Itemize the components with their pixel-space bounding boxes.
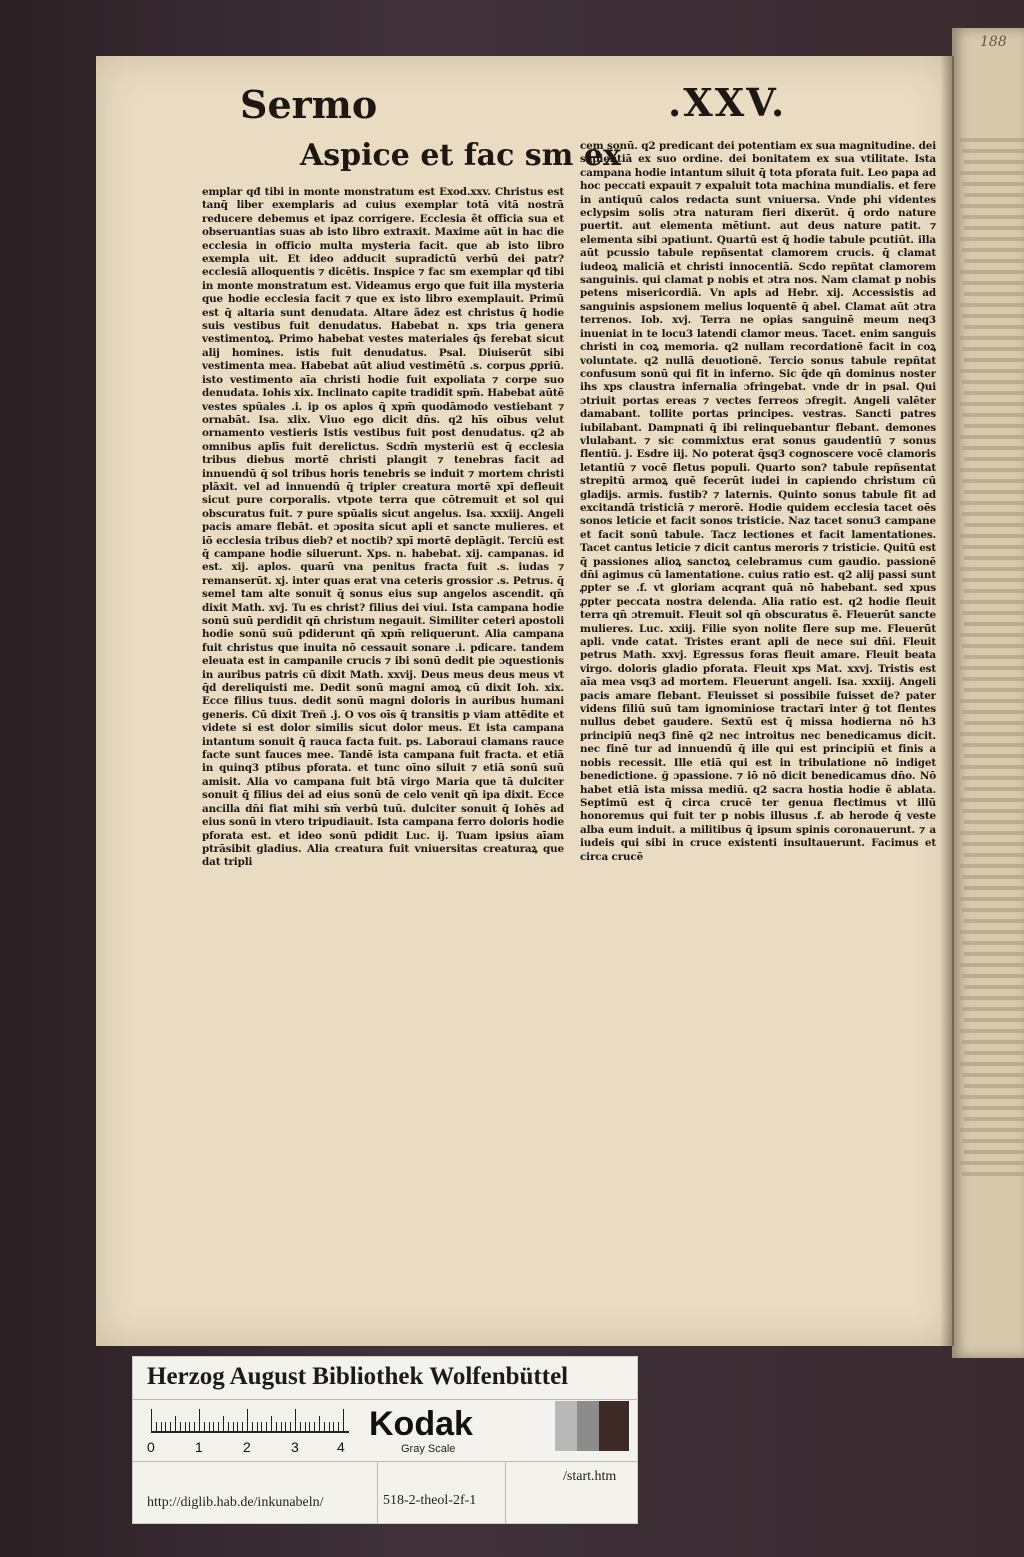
ruler-tick (281, 1422, 282, 1431)
facing-page-text-line (960, 633, 1024, 637)
facing-page-text-line (962, 512, 1024, 516)
ruler-tick (237, 1422, 238, 1431)
gray-swatch-mid (577, 1401, 599, 1451)
facing-page-text-line (964, 721, 1024, 725)
facing-page-text-line (964, 1150, 1024, 1154)
ruler-tick (252, 1422, 253, 1431)
ruler-tick (271, 1416, 272, 1431)
facing-page-text-line (960, 1029, 1024, 1033)
facing-page-text-line (964, 622, 1024, 626)
ruler-tick (156, 1422, 157, 1431)
facing-page-text-line (960, 831, 1024, 835)
facing-page-text-line (964, 1084, 1024, 1088)
facing-page-text-line (962, 875, 1024, 879)
facing-page-text-line (960, 930, 1024, 934)
measurement-ruler (151, 1407, 349, 1433)
facing-page-text-line (964, 787, 1024, 791)
ruler-tick (151, 1409, 152, 1431)
ruler-tick (180, 1422, 181, 1431)
ruler-tick (261, 1422, 262, 1431)
ruler-tick (165, 1422, 166, 1431)
facing-page-text-line (964, 952, 1024, 956)
facing-page-text-line (960, 897, 1024, 901)
facing-page-text-line (964, 853, 1024, 857)
facing-page-text-line (962, 1106, 1024, 1110)
facing-page-text-line (962, 248, 1024, 252)
facing-page-text-line (962, 941, 1024, 945)
ruler-tick (257, 1422, 258, 1431)
ruler-tick (204, 1422, 205, 1431)
ruler-tick (223, 1416, 224, 1431)
facing-page-text-line (960, 138, 1024, 142)
facing-page-text-line (964, 1117, 1024, 1121)
facing-page-text-line (962, 1172, 1024, 1176)
ruler-number: 4 (337, 1439, 345, 1455)
facing-page-text-line (962, 380, 1024, 384)
digital-library-url: http://diglib.hab.de/inkunabeln/ (147, 1495, 324, 1510)
facing-page-text-line (964, 919, 1024, 923)
facing-page-text-line (960, 963, 1024, 967)
facing-page-text-line (962, 545, 1024, 549)
card-divider (505, 1461, 506, 1523)
facing-page-text-line (962, 314, 1024, 318)
running-head-left: Sermo (240, 82, 378, 127)
ruler-tick (233, 1422, 234, 1431)
facing-page-text-line (962, 908, 1024, 912)
text-column-right: cem sonū. q2 predicant dei potentiam ex sua magnitudine. dei sapientiā ex suo ordine. dei bonitatem ex sua vtilitate. Ista campana hodie intantum siluit q̄ tota pforata fuit. Leo papa ad hoc peccati expauit ⁊ expaluit tota machina mundialis. et fere in antiquū calos redacta sunt vniuersa. Vnde phi videntes eclypsim solis ɔtra naturam fieri dixerūt. q̄ ordo nature puertit. aut elementa mētiunt. aut deus nature patit. ⁊ elementa sibi ɔpatiunt. Quartū est q̄ hodie tabule pcutiūt. illa aūt pcussio tabule repñsentat clamorem crucis. q̄ clamat iudeoꝝ maliciā et christi innocentiā. Scdo repñtat clamorem sanguinis. qui clamat p nobis et ɔtra nos. Nam clamat p nobis petens misericordiā. Vn apls ad Hebr. xij. Accessistis ad sanguinis aspsionem melius loquentē q̄ abel. Clamat aūt ɔtra terrenos. Iob. xvj. Terra ne opias sanguinē meum neq3 inueniat in te locu3 latendi clamor meus. Tacet. enim sanguis christi in coꝝ memoria. q2 nullam recordationē facit in coꝝ voluntate. q2 nullā deuotionē. Tercio sonus tabule repñtat confusum sonū qui fit in inferno. Sic q̄de qn̄ dominus noster ihs xps claustra infernalia ɔfringebat. vnde dr in psal. Qui ɔtriuit portas ereas ⁊ vectes ferreos ɔfregit. Angeli valēter damabant. tollite portas principes. vestras. Sancti patres iubilabant. Dampnati q̄ ibi relinquebantur flebant. demones vlulabant. ⁊ sic commixtus erat sonus gaudentiū ⁊ sonus flentiū. j. Esdre iij. No poterat q̄sq3 cognoscere vocē clamoris letantiū ⁊ vocē fletus populi. Quarto son? tabule repñsentat strepitū armoꝝ quē fecerūt iudei in capiendo christum cū gladijs. armis. fustib? ⁊ laternis. Quinto sonus tabule fit ad excitandā tristiciā ⁊ merorē. Hodie quidem ecclesia tacet oēs sonos leticie et facit sonos tristicie. Naz tacet sonu3 campane et facit sonū tabule. Tacz lectiones et facit lamentationes. Tacet cantus leticie ⁊ dicit cantus meroris ⁊ tristicie. Quitū est q̄ passiones alioꝝ sanctoꝝ celebramus cum gaudio. passionē dn̄i agimus cū lamentatione. cuius ratio est. q2 alij passi sunt ꝓpter se .f. vt gloriam acqrant quā nō habebant. sed xpus ꝓpter peccata nostra delenda. Alia ratio est. q2 hodie fleuit terra qn̄ ɔtremuit. Fleuit sol qn̄ obscuratus ẽ. Fleuerūt sancte mulieres. Luc. xxiij. Filie syon nolite flere sup me. Fleuerūt apli. vnde catat. Tristes erant apli de nece sui dn̄i. Fleuit petrus Math. xxvj. Egressus foras fleuit amare. Fleuit beata virgo. doloris gladio pforata. Fleuit xps Mat. xxvj. Tristis est aīa mea vsq3 ad mortem. Fleuerunt angeli. Isa. xxxiij. Angeli pacis amare flebant. Fleuisset si possibile fuisset de? pater videns filiū suū tam ignominiose tractarī inter ğ tot flentes nullus debet gaudere. Sextū est q̄ missa hodierna nō h3 principiū neq3 finē q2 nec introitus nec benedicamus dicit. nec finē tur ad innuendū q̄ ille qui est principiū et finis a nobis recessit. Ille etiā qui est in tribulatione nō indiget benedictione. ğ ɔpassione. ⁊ iō nō dicit benedicamus dn̄o. Nō habet etiā ista missa mediū. q2 sacra hostia hodie ẽ ablata. Septimū est q̄ circa crucē ter genua flectimus vt illū honoremus qui fuit ter p nobis illusus .f. ab herode q̄ veste alba eum induit. a militibus q̄ ipsum spinis coronauerunt. ⁊ a iudeis qui sibi in cruce existenti insultauerunt. Facimus et circa crucē (580, 140, 936, 863)
facing-page-text-line (960, 435, 1024, 439)
facing-page-text-line (964, 325, 1024, 329)
ruler-tick (194, 1422, 195, 1431)
facing-page-text-line (964, 1018, 1024, 1022)
facing-page-text-line (960, 732, 1024, 736)
ruler-number: 3 (291, 1439, 299, 1455)
facing-page-text-line (964, 655, 1024, 659)
folio-number: 188 (980, 34, 1007, 50)
facing-page-text-line (962, 446, 1024, 450)
facing-page-text-line (962, 578, 1024, 582)
gray-swatch-dark (599, 1401, 629, 1451)
color-calibration-card (132, 1356, 638, 1524)
ruler-tick (209, 1422, 210, 1431)
running-head-right: .XXV. (668, 80, 787, 125)
ruler-tick (309, 1422, 310, 1431)
facing-page-text-line (962, 809, 1024, 813)
library-name: Herzog August Bibliothek Wolfenbüttel (147, 1363, 569, 1390)
facing-page-text-line (964, 457, 1024, 461)
card-divider (133, 1399, 637, 1400)
facing-page-text-line (962, 479, 1024, 483)
ruler-tick (218, 1422, 219, 1431)
ruler-number: 0 (147, 1439, 155, 1455)
facing-page-text-line (962, 842, 1024, 846)
facing-page-text-line (960, 765, 1024, 769)
facing-page-text-line (964, 688, 1024, 692)
facing-page-text-line (962, 1040, 1024, 1044)
facing-page-text-line (960, 369, 1024, 373)
facing-page-text-line (960, 1128, 1024, 1132)
facing-page-text-line (960, 402, 1024, 406)
facing-page-text-line (964, 985, 1024, 989)
facing-page-text-line (964, 358, 1024, 362)
facing-page-text-line (960, 996, 1024, 1000)
ruler-tick (175, 1416, 176, 1431)
facing-page-text-line (962, 677, 1024, 681)
ruler-tick (170, 1422, 171, 1431)
facing-page-text-line (962, 149, 1024, 153)
text-column-left: emplar qđ tibi in monte monstratum est Exod.xxv. Christus est tanq̄ liber exemplaris ad cuius exemplar totā vitā nostrā reducere debemus et ipaz corrigere. Ecclesia ẽt officia sua et obseruantias suas ab isto libro extraxit. Maxime aūt in hac die ecclesia in officio multa mysteria facit. que ab isto libro exempla uit. Et ideo adducit supradictū verbū dei patr? ecclesiā alloquentis ⁊ dicētis. Inspice ⁊ fac sm exemplar qđ tibi in monte monstratum est. Videamus ergo que fuit illa mysteria que hodie ecclesia facit ⁊ que ex isto libro exemplauit. Primū est q̄ altaria sunt denudata. Altare ãdez est christus q̄ hodie suis vestibus fuit denudatus. Habebat n. xps tria genera vestimentoꝝ. Primo habebat vestes materiales q̄s ferebat sicut alij homines. istis fuit denudatus. Psal. Diuiserūt sibi vestimenta mea. Habebat aūt aliud vestimētū .s. corpus ꝓpriū. isto vestimento aīa christi hodie fuit expoliata ⁊ corpe suo denudata. Iohis xix. Inclinato capite tradidit spm̄. Habebat aūtē vestes spūales .i. ip os aplos q̄ xpm̄ quodāmodo vestiebant ⁊ ornabāt. Isa. xlix. Viuo ego dicit dn̄s. q2 hīs oībus velut ornamento vestieris Istis vestibus fuit post denudatus. q2 ab omnibus aplīs fuit derelictus. Scdm̄ mysteriū est q̄ ecclesia tribus diebus mortē christi plangit ⁊ tenebras facit ad innuendū q̄ sol tribus horis tenebris se induit ⁊ mortem christi plāxit. vel ad innuendū q̄ tripler creatura mortē xpī defleuit sicut pure corporalis. vtpote terra que cōtremuit et sol qui obscuratus fuit. ⁊ pure spūalis sicut angelus. Isa. xxxiij. Angeli pacis amare flebāt. et ɔposita sicut apli et sancte mulieres. et iō ecclesia tribus dieb? et noctib? xpī mortē deplāgit. Terciū est q̄ campane hodie siluerunt. Xps. n. habebat. xij. campanas. id est. xij. aplos. quarū vna penitus fracta fuit .s. iudas ⁊ remanserūt. xj. inter quas erat vna ceteris grossior .s. Petrus. q̄ semel tam alte sonuit q̄ sonus eius sup angelos ascendit. qn̄ dixit Math. xvj. Tu es christ? filius dei viui. Ista campana hodie sonū suū perdidit qn̄ christum negauit. Similiter ceteri apostoli hodie sonū suū pdiderunt qn̄ xpm̄ reliquerunt. Alia campana fuit christus que inuita nō cessauit sonare .i. pdicare. tandem eleuata est in campanile crucis ⁊ ibi sonū dedit pie ɔquestionis in auribus patris cū dixit Math. xxvij. Deus meus deus meus vt q̄d dereliquisti me. Dedit sonū magni amoꝝ cū dixit Ioh. xix. Ecce filius tuus. dedit sonū magni doloris in auribus humani generis. Cū dixit Treñ .j. O vos oīs q̄ transitis p viam attēdite et videte si est dolor similis sicut dolor meus. Et ista campana intantum sonuit q̄ rauca facta fuit. ps. Laboraui clamans rauce facte sunt fauces mee. Tandē ista campana fuit fracta. et etiā in quinq3 ptibus pforata. et tunc oīno siluit ⁊ etiā sonū suū amisit. Alia vo campana fuit btā virgo Maria que tā dulciter sonuit q̄ filius dei ad eius sonū de celo venit qn̄ ipa dixit. Ecce ancilla dn̄i fiat mihi sm̄ verbū tuū. dulciter sonuit q̄ Iohēs ad eius sonū in vtero tripudiauit. Ista campana ferro doloris hodie pforata est. et ideo sonū pdidit Luc. ij. Tuam ipsius aīam ptrāsibit gladius. Alia creatura fuit vniuersitas creaturaꝝ que dat tripli (202, 186, 564, 869)
facing-page-text-line (962, 347, 1024, 351)
ruler-tick (228, 1422, 229, 1431)
facing-page-text-line (964, 292, 1024, 296)
ruler-tick (329, 1422, 330, 1431)
ruler-tick (213, 1422, 214, 1431)
ruler-tick (185, 1422, 186, 1431)
page-gutter-shadow (940, 56, 954, 1346)
facing-page-text-line (960, 798, 1024, 802)
facing-page-text-line (960, 204, 1024, 208)
facing-page-text-line (962, 281, 1024, 285)
facing-page-text-line (960, 303, 1024, 307)
facing-page-text-line (962, 413, 1024, 417)
facing-page-text-line (962, 215, 1024, 219)
facing-page-text-line (960, 237, 1024, 241)
facing-page-text-line (960, 1095, 1024, 1099)
ruler-tick (295, 1409, 296, 1431)
facing-page-text-line (964, 193, 1024, 197)
facing-page-text-line (962, 1007, 1024, 1011)
facing-page-edge (952, 28, 1024, 1358)
gray-swatch-white (535, 1401, 555, 1451)
facing-page-text-line (962, 776, 1024, 780)
facing-page-text-line (962, 1139, 1024, 1143)
facing-page-text-line (964, 1051, 1024, 1055)
facing-page-text-line (960, 567, 1024, 571)
facing-page-text-line (962, 743, 1024, 747)
kodak-logo: Kodak (369, 1405, 473, 1443)
shelfmark: 518-2-theol-2f-1 (383, 1493, 477, 1508)
ruler-number: 1 (195, 1439, 203, 1455)
facing-page-text-line (962, 644, 1024, 648)
facing-page-text-line (964, 391, 1024, 395)
ruler-tick (161, 1422, 162, 1431)
incipit-heading: Aspice et fac sm ex (300, 138, 621, 173)
facing-page-text-line (960, 468, 1024, 472)
start-page-path: /start.htm (563, 1469, 617, 1484)
facing-page-text-line (964, 754, 1024, 758)
card-divider (377, 1461, 378, 1523)
gray-scale-label: Gray Scale (401, 1443, 456, 1455)
ruler-tick (242, 1422, 243, 1431)
ruler-tick (305, 1422, 306, 1431)
facing-page-text-line (960, 501, 1024, 505)
facing-page-text-line (960, 270, 1024, 274)
ruler-tick (276, 1422, 277, 1431)
facing-page-text-line (960, 171, 1024, 175)
ruler-tick (266, 1422, 267, 1431)
card-divider (133, 1461, 637, 1462)
ruler-tick (290, 1422, 291, 1431)
facing-page-text-line (964, 589, 1024, 593)
facing-page-text-line (962, 1073, 1024, 1077)
facing-page-text-line (964, 556, 1024, 560)
ruler-tick (319, 1416, 320, 1431)
ruler-tick (333, 1422, 334, 1431)
facing-page-text-line (960, 600, 1024, 604)
facing-page-text-line (962, 710, 1024, 714)
facing-page-text-line (960, 1161, 1024, 1165)
ruler-tick (247, 1409, 248, 1431)
facing-page-text-line (960, 666, 1024, 670)
facing-page-text-line (962, 182, 1024, 186)
facing-page-text-line (964, 259, 1024, 263)
facing-page-text-line (960, 699, 1024, 703)
ruler-tick (338, 1422, 339, 1431)
facing-page-text-line (960, 336, 1024, 340)
ruler-tick (314, 1422, 315, 1431)
facing-page-text-line (960, 864, 1024, 868)
facing-page-text-line (964, 160, 1024, 164)
ruler-number: 2 (243, 1439, 251, 1455)
facing-page-text-line (962, 974, 1024, 978)
ruler-tick (324, 1422, 325, 1431)
facing-page-text-line (960, 1062, 1024, 1066)
ruler-tick (285, 1422, 286, 1431)
facing-page-text-line (964, 820, 1024, 824)
ruler-tick (199, 1409, 200, 1431)
ruler-tick (300, 1422, 301, 1431)
facing-page-text-line (960, 534, 1024, 538)
facing-page-text-line (964, 490, 1024, 494)
ruler-tick (189, 1422, 190, 1431)
facing-page-text-line (964, 886, 1024, 890)
facing-page-text-line (964, 523, 1024, 527)
ruler-tick (343, 1409, 344, 1431)
facing-page-text-line (964, 424, 1024, 428)
facing-page-text-line (964, 226, 1024, 230)
gray-swatch-light (555, 1401, 577, 1451)
facing-page-text-line (962, 611, 1024, 615)
